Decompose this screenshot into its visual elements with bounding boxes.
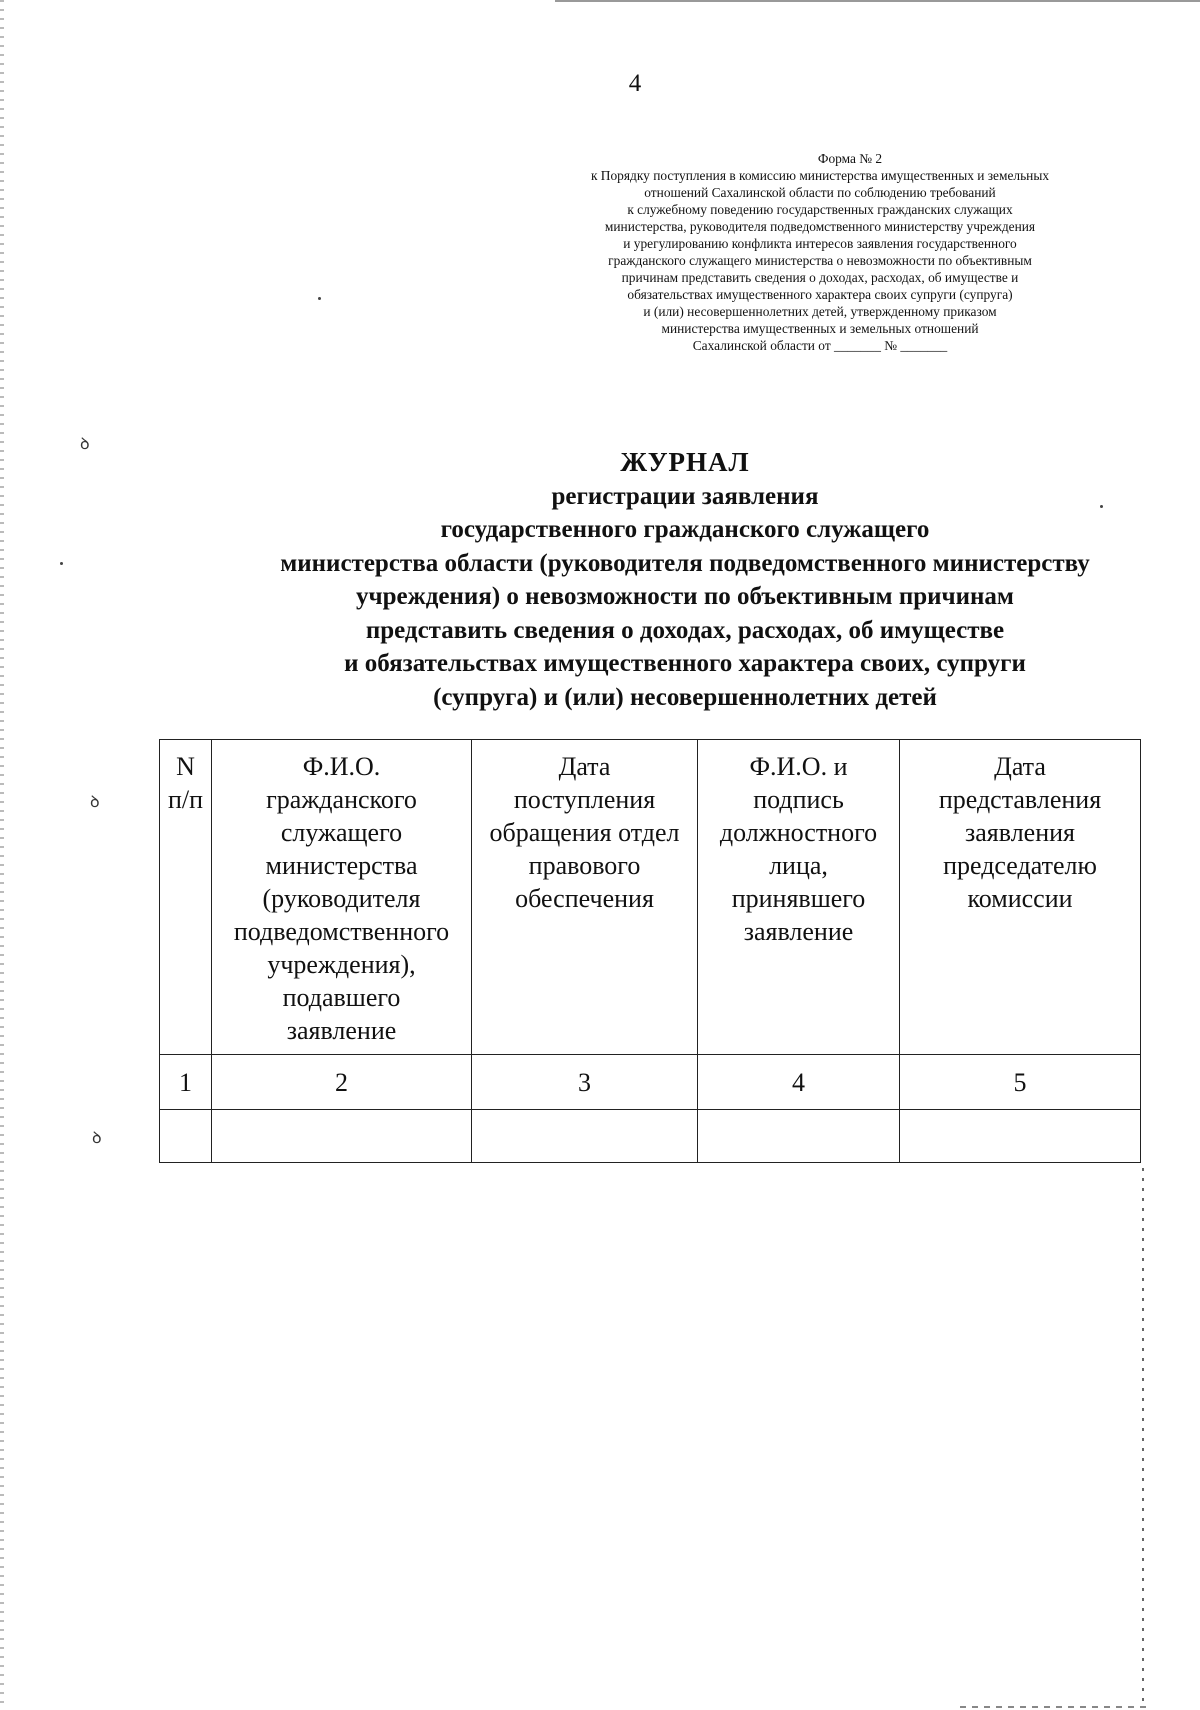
header-cell-receipt-date xyxy=(472,740,698,1055)
journal-subtitle-line: регистрации заявления xyxy=(551,482,819,510)
form-approval-line: гражданского служащего министерства о невозможности по объективным xyxy=(608,253,1032,268)
journal-title: ЖУРНАЛ xyxy=(620,447,750,477)
header-text: служащего xyxy=(280,818,403,847)
header-text: председателю xyxy=(943,851,1097,880)
journal-subtitle-line: (супруга) и (или) несовершеннолетних детей xyxy=(433,683,937,711)
empty-cell xyxy=(900,1110,1141,1163)
table-header-row xyxy=(160,740,1141,1055)
column-number-cell: 2 xyxy=(212,1055,472,1110)
header-text: подпись xyxy=(753,785,844,814)
page-number: 4 xyxy=(628,70,642,97)
column-number-cell: 3 xyxy=(472,1055,698,1110)
header-text: подавшего xyxy=(282,983,401,1012)
header-cell-number xyxy=(160,740,212,1055)
header-text: министерства xyxy=(265,851,418,880)
header-text: обеспечения xyxy=(515,884,654,913)
form-approval-line: министерства, руководителя подведомственного министерству учреждения xyxy=(604,219,1036,234)
header-text: учреждения), xyxy=(267,950,416,979)
header-cell-applicant-name xyxy=(212,740,472,1055)
journal-subtitle-line: государственного гражданского служащего xyxy=(440,516,930,543)
header-text: Дата xyxy=(558,752,611,781)
scan-edge-left xyxy=(0,0,4,1710)
scan-edge-top xyxy=(555,0,1200,2)
scan-speck xyxy=(318,297,321,300)
form-approval-line: отношений Сахалинской области по соблюдению требований xyxy=(644,185,996,200)
header-text: поступления xyxy=(513,785,656,814)
form-approval-block xyxy=(520,150,1120,354)
header-text: гражданского xyxy=(266,785,417,814)
column-number-row xyxy=(160,1055,1141,1110)
form-approval-line: к служебному поведению государственных гражданских служащих xyxy=(627,202,1013,217)
form-approval-line: министерства имущественных и земельных отношений xyxy=(661,321,979,336)
empty-cell xyxy=(698,1110,900,1163)
form-approval-line: причинам представить сведения о доходах, расходах, об имуществе и xyxy=(621,270,1019,285)
header-cell-submission-date xyxy=(900,740,1141,1055)
form-number: Форма № 2 xyxy=(817,151,883,166)
punch-hole-mark: ꝺ xyxy=(92,1130,102,1147)
header-text: N xyxy=(176,752,195,781)
column-number-cell: 1 xyxy=(160,1055,212,1110)
header-text: заявление xyxy=(286,1016,397,1045)
scan-edge-bottom xyxy=(960,1706,1150,1708)
empty-cell xyxy=(160,1110,212,1163)
form-approval-line: Сахалинской области от _______ № _______ xyxy=(692,338,948,353)
header-text: Ф.И.О. xyxy=(302,752,381,781)
header-text: п/п xyxy=(167,785,204,814)
form-approval-line: обязательствах имущественного характера своих супруги (супруга) xyxy=(627,287,1013,302)
journal-title-block xyxy=(100,446,1200,714)
header-text: обращения отдел xyxy=(489,818,680,847)
form-approval-line: и урегулированию конфликта интересов заявления государственного xyxy=(623,236,1017,251)
journal-subtitle-line: представить сведения о доходах, расходах, об имуществе xyxy=(365,616,1005,644)
header-text: правового xyxy=(528,851,641,880)
scan-edge-right xyxy=(1142,1168,1144,1708)
form-approval-line: к Порядку поступления в комиссию министерства имущественных и земельных xyxy=(590,168,1050,183)
scan-speck xyxy=(60,562,63,565)
empty-cell xyxy=(472,1110,698,1163)
header-text: заявление xyxy=(743,917,854,946)
header-cell-official-signature xyxy=(698,740,900,1055)
header-text: должностного xyxy=(719,818,878,847)
header-text: (руководителя xyxy=(262,884,421,913)
header-text: лица, xyxy=(769,851,828,880)
empty-cell xyxy=(212,1110,472,1163)
empty-entry-row xyxy=(160,1110,1141,1163)
header-text: комиссии xyxy=(967,884,1073,913)
column-number-cell: 5 xyxy=(900,1055,1141,1110)
header-text: принявшего xyxy=(731,884,866,913)
registration-journal-table xyxy=(159,739,1141,1163)
journal-subtitle-line: министерства области (руководителя подведомственного министерству xyxy=(280,549,1090,577)
header-text: представления xyxy=(938,785,1102,814)
journal-subtitle-line: учреждения) о невозможности по объективным причинам xyxy=(356,583,1014,610)
header-text: подведомственного xyxy=(233,917,450,946)
punch-hole-mark: ꝺ xyxy=(80,436,90,453)
header-text: заявления xyxy=(964,818,1075,847)
form-approval-line: и (или) несовершеннолетних детей, утвержденному приказом xyxy=(643,304,997,319)
punch-hole-mark: ꝺ xyxy=(90,794,100,811)
header-text: Дата xyxy=(994,752,1046,781)
header-text: Ф.И.О. и xyxy=(749,752,848,781)
column-number-cell: 4 xyxy=(698,1055,900,1110)
journal-subtitle-line: и обязательствах имущественного характера своих, супруги xyxy=(344,650,1026,677)
